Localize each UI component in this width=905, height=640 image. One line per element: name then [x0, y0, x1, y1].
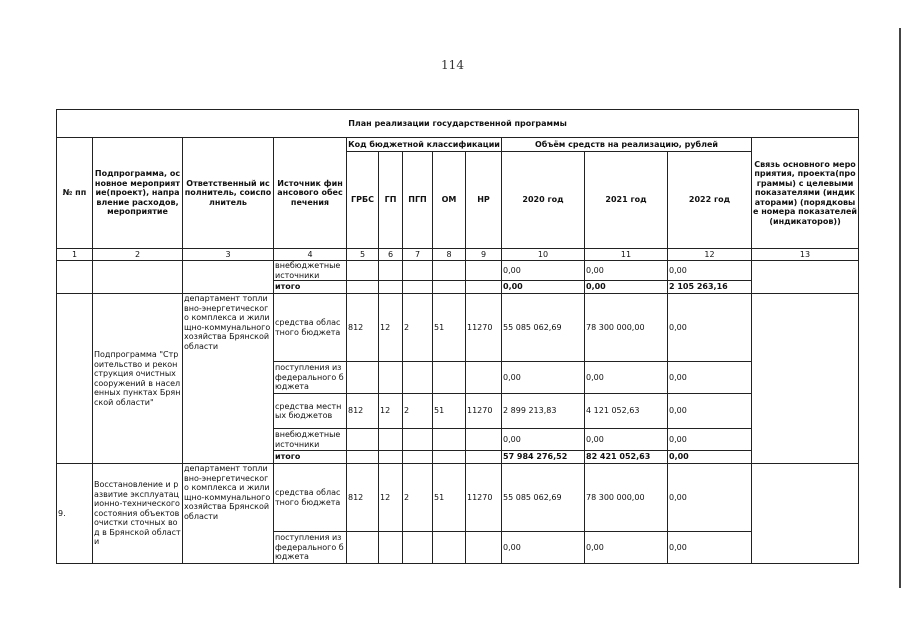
value-2022: 0,00 [668, 532, 752, 564]
om-cell [433, 281, 466, 294]
pgp-cell [403, 451, 433, 464]
value-2020: 0,00 [502, 429, 585, 451]
om-cell [433, 261, 466, 281]
executor-cell: департамент топливно-энергетического комплекса и жилищно-коммунального хозяйства Брянской области [183, 464, 274, 564]
header-om: ОМ [433, 152, 466, 249]
col-number: 2 [93, 249, 183, 261]
value-2021: 0,00 [585, 281, 668, 294]
value-2021: 4 121 052,63 [585, 394, 668, 429]
col-number: 13 [752, 249, 859, 261]
header-executor: Ответственный исполнитель, соисполнитель [183, 138, 274, 249]
value-2022: 0,00 [668, 261, 752, 281]
pgp-cell [403, 281, 433, 294]
executor-cell [183, 261, 274, 294]
col-number: 12 [668, 249, 752, 261]
table-row [57, 294, 859, 362]
pgp-cell [403, 362, 433, 394]
col-number: 8 [433, 249, 466, 261]
grbs-cell: 812 [347, 394, 379, 429]
col-number: 9 [466, 249, 502, 261]
np-cell [466, 429, 502, 451]
col-number: 5 [347, 249, 379, 261]
col-number: 1 [57, 249, 93, 261]
subprogram-cell [93, 261, 183, 294]
value-2020: 0,00 [502, 532, 585, 564]
gp-cell [379, 429, 403, 451]
header-2020: 2020 год [502, 152, 585, 249]
om-cell: 51 [433, 464, 466, 532]
source-cell: поступления из федерального бюджета [274, 532, 347, 564]
value-2020: 55 085 062,69 [502, 294, 585, 362]
executor-cell: департамент топливно-энергетического комплекса и жилищно-коммунального хозяйства Брянской области [183, 294, 274, 394]
header-2022: 2022 год [668, 152, 752, 249]
source-cell: средства областного бюджета [274, 464, 347, 532]
num-cell [57, 261, 93, 294]
subprogram-cell: Восстановление и развитие эксплуатационно-технического состояния объектов очистки сточных вод в Брянской области [93, 464, 183, 564]
grbs-cell [347, 451, 379, 464]
table-row [57, 261, 859, 281]
header-volume: Объём средств на реализацию, рублей [502, 138, 752, 152]
value-2020: 57 984 276,52 [502, 451, 585, 464]
grbs-cell [347, 261, 379, 281]
grbs-cell [347, 281, 379, 294]
np-cell [466, 362, 502, 394]
link-cell [752, 464, 859, 564]
value-2021: 78 300 000,00 [585, 464, 668, 532]
pgp-cell [403, 532, 433, 564]
header-pgp: ПГП [403, 152, 433, 249]
gp-cell: 12 [379, 464, 403, 532]
np-cell [466, 281, 502, 294]
grbs-cell: 812 [347, 294, 379, 362]
gp-cell [379, 261, 403, 281]
value-2022: 0,00 [668, 394, 752, 429]
budget-plan-table [56, 109, 859, 564]
gp-cell [379, 362, 403, 394]
value-2020: 0,00 [502, 261, 585, 281]
value-2022: 0,00 [668, 362, 752, 394]
pgp-cell: 2 [403, 294, 433, 362]
np-cell [466, 451, 502, 464]
om-cell [433, 429, 466, 451]
value-2022: 0,00 [668, 429, 752, 451]
pgp-cell [403, 261, 433, 281]
subprogram-cell: Подпрограмма "Строительство и реконструкция очистных сооружений в населенных пунктах Брянской области" [93, 294, 183, 464]
link-cell [752, 294, 859, 464]
grbs-cell [347, 362, 379, 394]
executor-cell-continued [183, 394, 274, 464]
pgp-cell [403, 429, 433, 451]
value-2022: 0,00 [668, 451, 752, 464]
grbs-cell [347, 532, 379, 564]
np-cell: 11270 [466, 464, 502, 532]
col-number: 6 [379, 249, 403, 261]
np-cell: 11270 [466, 294, 502, 362]
link-cell [752, 261, 859, 294]
col-number: 7 [403, 249, 433, 261]
value-2021: 82 421 052,63 [585, 451, 668, 464]
value-2021: 0,00 [585, 429, 668, 451]
page-number: 114 [441, 58, 464, 72]
source-cell: итого [274, 451, 347, 464]
col-number: 10 [502, 249, 585, 261]
header-budget-code: Код бюджетной классификации [347, 138, 502, 152]
header-np: НР [466, 152, 502, 249]
header-grbs: ГРБС [347, 152, 379, 249]
np-cell [466, 261, 502, 281]
source-cell: поступления из федерального бюджета [274, 362, 347, 394]
gp-cell: 12 [379, 394, 403, 429]
num-cell: 9. [57, 464, 93, 564]
pgp-cell: 2 [403, 464, 433, 532]
col-number: 11 [585, 249, 668, 261]
gp-cell: 12 [379, 294, 403, 362]
value-2021: 78 300 000,00 [585, 294, 668, 362]
value-2022: 2 105 263,16 [668, 281, 752, 294]
value-2020: 55 085 062,69 [502, 464, 585, 532]
gp-cell [379, 281, 403, 294]
grbs-cell: 812 [347, 464, 379, 532]
table-title: План реализации государственной программы [57, 110, 859, 138]
scan-edge-line [899, 28, 901, 588]
value-2021: 0,00 [585, 261, 668, 281]
om-cell: 51 [433, 394, 466, 429]
value-2020: 0,00 [502, 281, 585, 294]
col-number: 3 [183, 249, 274, 261]
value-2021: 0,00 [585, 532, 668, 564]
num-cell [57, 294, 93, 464]
gp-cell [379, 532, 403, 564]
np-cell: 11270 [466, 394, 502, 429]
value-2020: 0,00 [502, 362, 585, 394]
source-cell: итого [274, 281, 347, 294]
value-2021: 0,00 [585, 362, 668, 394]
column-number-row [57, 249, 859, 261]
om-cell [433, 362, 466, 394]
value-2020: 2 899 213,83 [502, 394, 585, 429]
header-source: Источник финансового обеспечения [274, 138, 347, 249]
header-2021: 2021 год [585, 152, 668, 249]
col-number: 4 [274, 249, 347, 261]
source-cell: средства местных бюджетов [274, 394, 347, 429]
source-cell: средства областного бюджета [274, 294, 347, 362]
header-link: Связь основного мероприятия, проекта(программы) с целевыми показателями (индикаторами) (порядковые номера показателей (индикаторов)) [752, 138, 859, 249]
om-cell [433, 451, 466, 464]
header-gp: ГП [379, 152, 403, 249]
gp-cell [379, 451, 403, 464]
source-cell: внебюджетные источники [274, 429, 347, 451]
header-subprogram: Подпрограмма, основное мероприятие(проект), направление расходов, мероприятие [93, 138, 183, 249]
grbs-cell [347, 429, 379, 451]
value-2022: 0,00 [668, 294, 752, 362]
om-cell [433, 532, 466, 564]
om-cell: 51 [433, 294, 466, 362]
pgp-cell: 2 [403, 394, 433, 429]
source-cell: внебюджетные источники [274, 261, 347, 281]
header-num: № пп [57, 138, 93, 249]
value-2022: 0,00 [668, 464, 752, 532]
table-row [57, 464, 859, 532]
np-cell [466, 532, 502, 564]
